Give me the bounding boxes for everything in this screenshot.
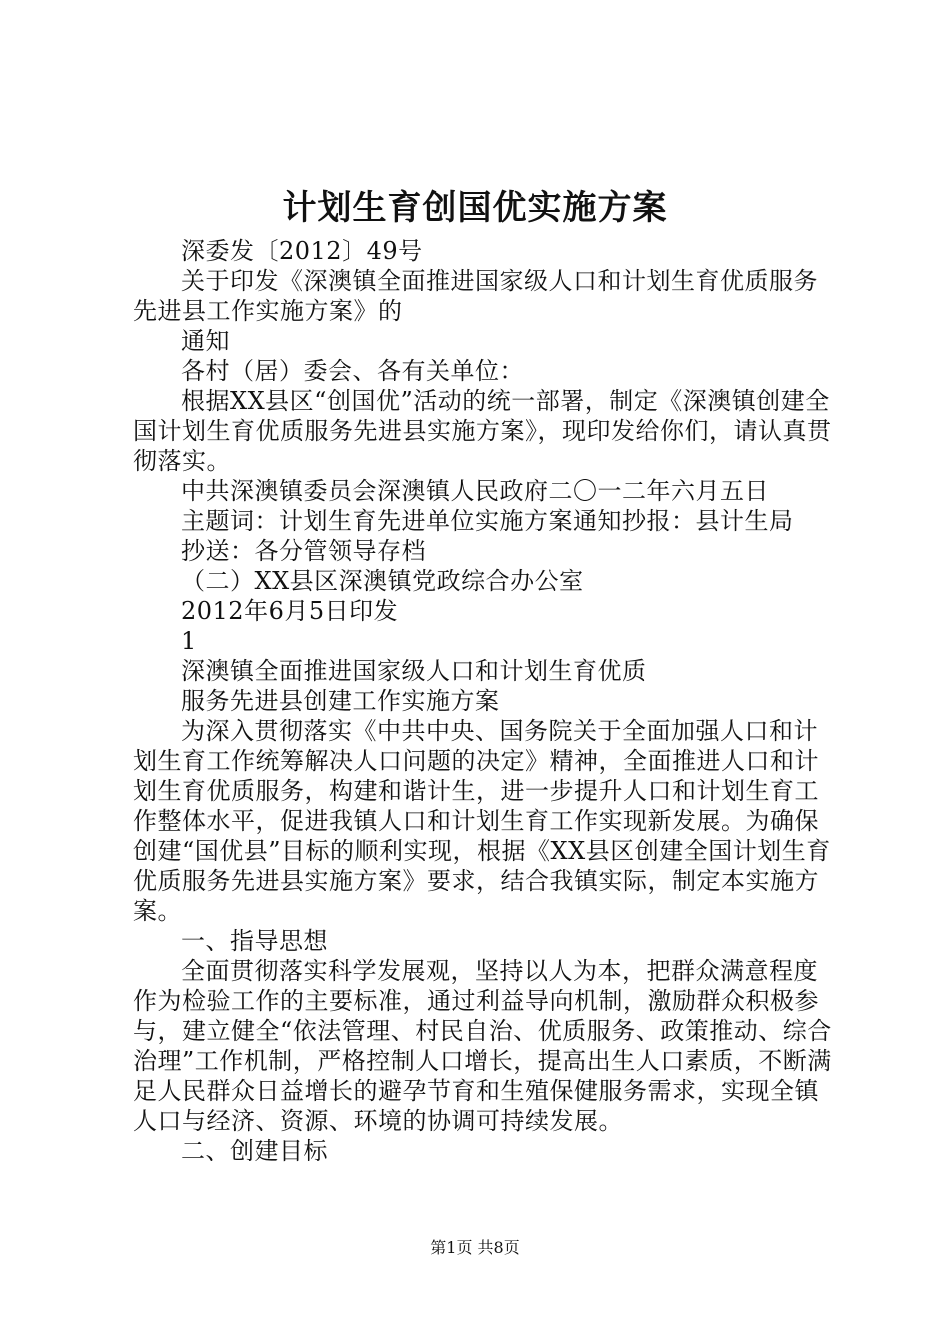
section-heading-guiding-thought: 一、指导思想 <box>181 927 328 955</box>
plan-title-line-2: 服务先进县创建工作实施方案 <box>181 687 500 715</box>
document-number: 深委发〔2012〕49号 <box>181 237 423 265</box>
plan-title-line-1: 深澳镇全面推进国家级人口和计划生育优质 <box>181 657 647 685</box>
recipients: 各村（居）委会、各有关单位： <box>181 357 524 385</box>
inner-page-number: 1 <box>181 627 197 655</box>
notice-word: 通知 <box>181 327 230 355</box>
guiding-thought-paragraph: 全面贯彻落实科学发展观，坚持以人为本，把群众满意程度作为检验工作的主要标准，通过利益导向机制，激励群众积极参与，建立健全“依法管理、村民自治、优质服务、政策推动、综合治理”工作机制，严格控制人口增长，提高出生人口素质，不断满足人民群众日益增长的避孕节育和生殖保健服务需求，实现全镇人口与经济、资源、环境的协调可持续发展。 <box>133 957 832 1135</box>
section-heading-goals: 二、创建目标 <box>181 1137 328 1165</box>
document-title: 计划生育创国优实施方案 <box>282 188 668 228</box>
notice-paragraph: 根据XX县区“创国优”活动的统一部署，制定《深澳镇创建全国计划生育优质服务先进县实施方案》，现印发给你们，请认真贯彻落实。 <box>133 387 832 475</box>
intro-paragraph: 为深入贯彻落实《中共中央、国务院关于全面加强人口和计划生育工作统筹解决人口问题的决定》精神，全面推进人口和计划生育优质服务，构建和谐计生，进一步提升人口和计划生育工作整体水平，促进我镇人口和计划生育工作实现新发展。为确保创建“国优县”目标的顺利实现，根据《XX县区创建全国计划生育优质服务先进县实施方案》要求，结合我镇实际，制定本实施方案。 <box>133 717 831 925</box>
copy-to: 抄送：各分管领导存档 <box>181 537 426 565</box>
page-footer: 第1页 共8页 <box>430 1238 520 1257</box>
issuer-date: 中共深澳镇委员会深澳镇人民政府二〇一二年六月五日 <box>181 477 769 505</box>
print-date: 2012年6月5日印发 <box>181 597 399 625</box>
subject-words: 主题词：计划生育先进单位实施方案通知抄报：县计生局 <box>181 507 794 535</box>
notice-heading: 关于印发《深澳镇全面推进国家级人口和计划生育优质服务先进县工作实施方案》的 <box>133 267 818 325</box>
document-body <box>133 236 833 1166</box>
issuing-office: （二）XX县区深澳镇党政综合办公室 <box>181 567 584 595</box>
